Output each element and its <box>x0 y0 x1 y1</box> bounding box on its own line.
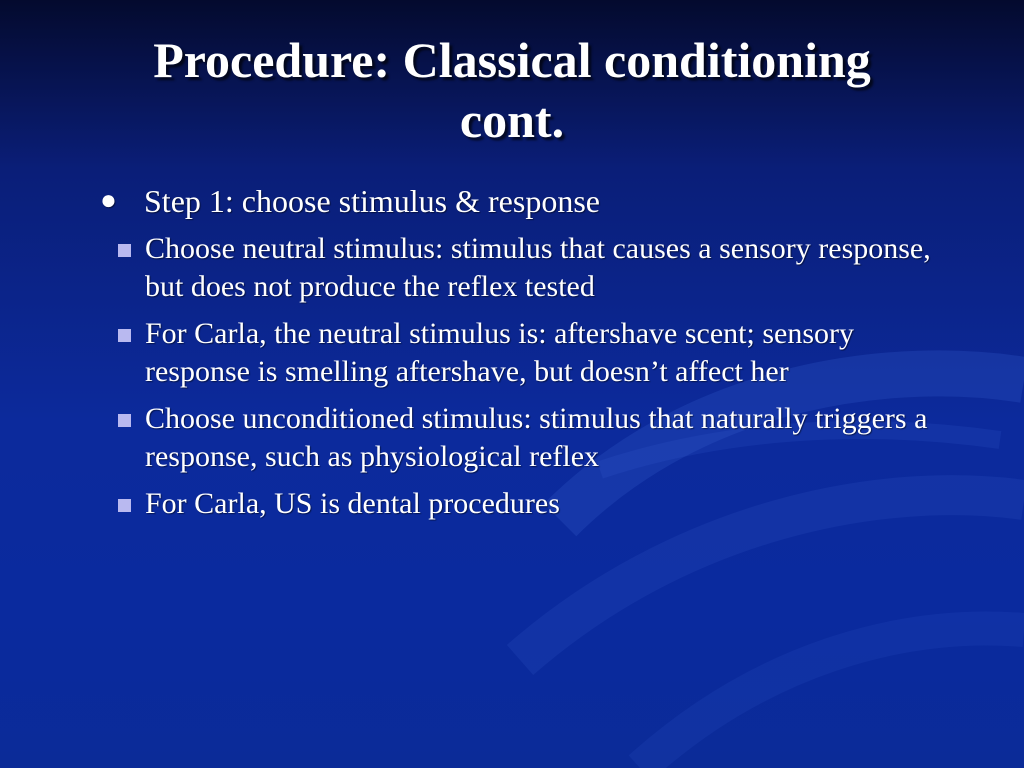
slide-title-line-2: cont. <box>459 92 565 148</box>
slide-title <box>40 30 984 150</box>
sub-bullet-text: For Carla, the neutral stimulus is: aftershave scent; sensory response is smelling aftershave, but doesn’t affect her <box>145 317 854 388</box>
square-bullet-icon <box>118 244 131 257</box>
sub-bullet-item <box>0 485 1024 523</box>
sub-bullet-text: Choose neutral stimulus: stimulus that causes a sensory response, but does not produce the reflex tested <box>145 232 931 303</box>
slide-body <box>0 182 1024 532</box>
sub-bullet-text: Choose unconditioned stimulus: stimulus that naturally triggers a response, such as physiological reflex <box>145 402 928 473</box>
square-bullet-icon <box>118 329 131 342</box>
slide-title-line-1: Procedure: Classical conditioning <box>153 32 871 88</box>
main-bullet <box>0 182 1024 220</box>
sub-bullet-item <box>0 315 1024 391</box>
square-bullet-icon <box>118 499 131 512</box>
sub-bullet-text: For Carla, US is dental procedures <box>145 487 560 520</box>
sub-bullet-item <box>0 230 1024 306</box>
sub-bullet-item <box>0 400 1024 476</box>
main-bullet-text: Step 1: choose stimulus & response <box>144 183 600 219</box>
round-bullet-icon: ● <box>100 185 117 216</box>
square-bullet-icon <box>118 414 131 427</box>
